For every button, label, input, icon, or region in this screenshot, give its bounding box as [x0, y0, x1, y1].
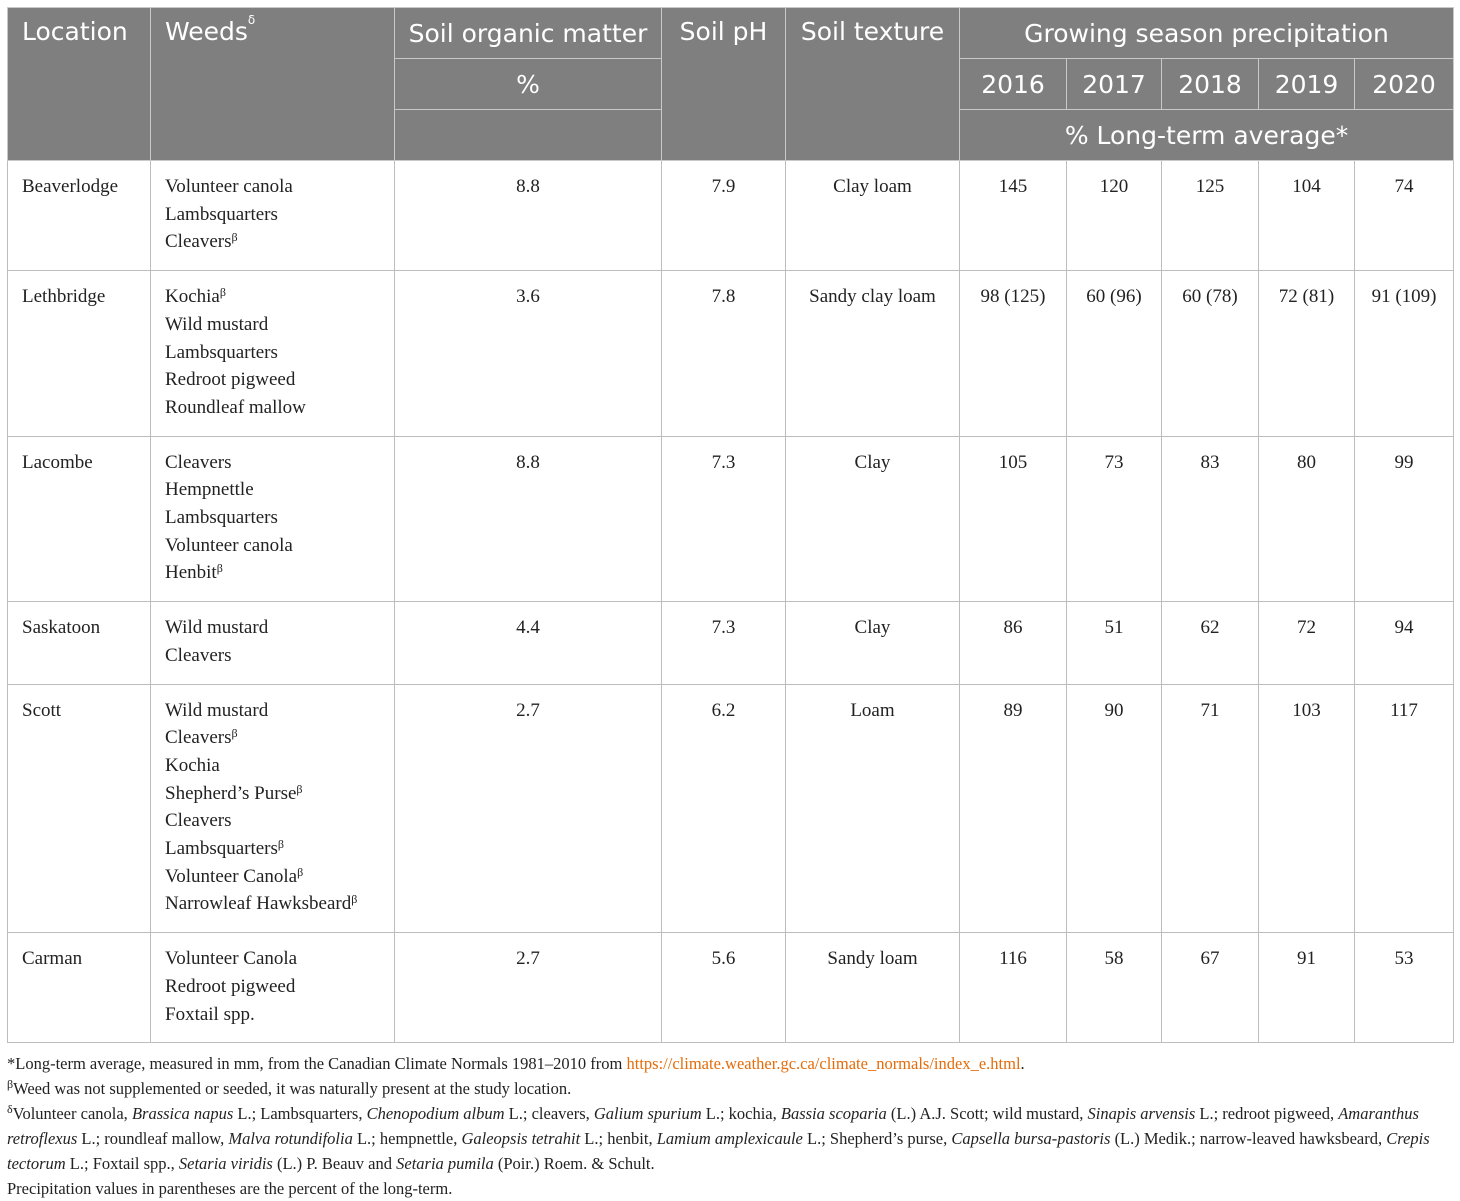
- precipitation-cell: 116: [960, 933, 1067, 1043]
- weed-item: Henbit$^\beta$: [165, 561, 223, 584]
- weed-item: Lambsquarters: [165, 507, 278, 529]
- precipitation-cell: 51: [1067, 602, 1162, 684]
- precipitation-cell: 71: [1162, 684, 1259, 933]
- header-precip-unit: % Long-term average*: [960, 110, 1454, 161]
- precipitation-cell: 90: [1067, 684, 1162, 933]
- table-row: [8, 933, 1454, 1043]
- climate-normals-link[interactable]: https://climate.weather.gc.ca/climate_normals/index_e.html: [626, 1054, 1021, 1074]
- table-row: [8, 684, 1454, 933]
- precipitation-cell: 89: [960, 684, 1067, 933]
- precipitation-cell: 105: [960, 436, 1067, 602]
- table-wrapper: [7, 7, 1453, 1201]
- weed-item: Hempnettle: [165, 479, 254, 501]
- weed-item: Kochia$^\beta$: [165, 285, 226, 308]
- precipitation-cell: 72 (81): [1259, 271, 1355, 437]
- location-cell: Saskatoon: [8, 602, 151, 684]
- header-year-2020: 2020: [1355, 59, 1454, 110]
- header-year-2017: 2017: [1067, 59, 1162, 110]
- weed-item: Volunteer canola: [165, 534, 293, 556]
- weed-item: Redroot pigweed: [165, 369, 296, 391]
- precipitation-cell: 125: [1162, 161, 1259, 271]
- precipitation-cell: 104: [1259, 161, 1355, 271]
- weed-item: Narrowleaf Hawksbeard$^\beta$: [165, 892, 358, 915]
- header-precipitation: Growing season precipitation: [960, 8, 1454, 59]
- weed-item: Redroot pigweed: [165, 975, 296, 997]
- weed-item: Kochia: [165, 754, 220, 776]
- soil-texture-cell: Clay: [786, 436, 960, 602]
- precipitation-cell: 60 (78): [1162, 271, 1259, 437]
- location-cell: Lethbridge: [8, 271, 151, 437]
- weed-item: Cleavers$^\beta$: [165, 726, 238, 749]
- precipitation-cell: 91: [1259, 933, 1355, 1043]
- soil-organic-matter-cell: 4.4: [395, 602, 662, 684]
- header-year-2016: 2016: [960, 59, 1067, 110]
- precipitation-cell: 117: [1355, 684, 1454, 933]
- soil-organic-matter-cell: 8.8: [395, 436, 662, 602]
- soil-organic-matter-cell: 2.7: [395, 933, 662, 1043]
- precipitation-cell: 86: [960, 602, 1067, 684]
- soil-texture-cell: Clay: [786, 602, 960, 684]
- precipitation-cell: 98 (125): [960, 271, 1067, 437]
- soil-organic-matter-cell: 2.7: [395, 684, 662, 933]
- table-row: [8, 436, 1454, 602]
- weeds-cell: [151, 602, 395, 684]
- precipitation-cell: 58: [1067, 933, 1162, 1043]
- precipitation-cell: 60 (96): [1067, 271, 1162, 437]
- weed-item: Shepherd’s Purse$^\beta$: [165, 781, 303, 804]
- weeds-cell: [151, 436, 395, 602]
- location-cell: Carman: [8, 933, 151, 1043]
- soil-texture-cell: Sandy clay loam: [786, 271, 960, 437]
- precipitation-cell: 62: [1162, 602, 1259, 684]
- footnote-beta: $^\beta$Weed was not supplemented or seeded, it was naturally present at the study location.: [7, 1077, 572, 1099]
- soil-ph-cell: 7.3: [662, 436, 786, 602]
- precipitation-cell: 80: [1259, 436, 1355, 602]
- precipitation-cell: 94: [1355, 602, 1454, 684]
- soil-texture-cell: Loam: [786, 684, 960, 933]
- table-footnotes: [7, 1051, 1453, 1201]
- weed-item: Wild mustard: [165, 313, 269, 335]
- weed-item: Volunteer Canola$^\beta$: [165, 864, 304, 887]
- precipitation-cell: 83: [1162, 436, 1259, 602]
- weed-item: Volunteer Canola: [165, 948, 298, 970]
- precipitation-cell: 73: [1067, 436, 1162, 602]
- weed-item: Roundleaf mallow: [165, 396, 306, 418]
- weed-item: Cleavers: [165, 644, 232, 666]
- weed-item: Lambsquarters$^\beta$: [165, 837, 285, 860]
- header-location: Location: [8, 8, 151, 161]
- precipitation-cell: 72: [1259, 602, 1355, 684]
- weed-item: Cleavers: [165, 810, 232, 832]
- precipitation-cell: 53: [1355, 933, 1454, 1043]
- precipitation-cell: 120: [1067, 161, 1162, 271]
- table-row: [8, 271, 1454, 437]
- header-som-unit: %: [395, 59, 662, 110]
- soil-ph-cell: 6.2: [662, 684, 786, 933]
- header-soil-texture: Soil texture: [786, 8, 960, 161]
- precipitation-cell: 67: [1162, 933, 1259, 1043]
- site-characteristics-table: [7, 7, 1454, 1043]
- precipitation-cell: 145: [960, 161, 1067, 271]
- header-year-2019: 2019: [1259, 59, 1355, 110]
- soil-organic-matter-cell: 3.6: [395, 271, 662, 437]
- location-cell: Lacombe: [8, 436, 151, 602]
- soil-ph-cell: 7.9: [662, 161, 786, 271]
- soil-texture-cell: Clay loam: [786, 161, 960, 271]
- precipitation-cell: 74: [1355, 161, 1454, 271]
- precipitation-cell: 91 (109): [1355, 271, 1454, 437]
- weeds-cell: [151, 161, 395, 271]
- location-cell: Scott: [8, 684, 151, 933]
- table-row: [8, 161, 1454, 271]
- precipitation-cell: 99: [1355, 436, 1454, 602]
- footnote-parentheses: Precipitation values in parentheses are the percent of the long-term.: [7, 1179, 453, 1199]
- weed-item: Lambsquarters: [165, 203, 278, 225]
- weed-item: Foxtail spp.: [165, 1003, 255, 1025]
- soil-texture-cell: Sandy loam: [786, 933, 960, 1043]
- footnote-long-term-average: *Long-term average, measured in mm, from the Canadian Climate Normals 1981–2010 from https://climate.weather.gc.ca/climate_normals/index_e.html.: [7, 1054, 1025, 1074]
- weeds-cell: [151, 933, 395, 1043]
- weed-item: Volunteer canola: [165, 176, 293, 197]
- weeds-cell: [151, 271, 395, 437]
- soil-ph-cell: 7.3: [662, 602, 786, 684]
- weed-item: Wild mustard: [165, 617, 269, 639]
- table-body: [8, 161, 1454, 1043]
- weed-item: Cleavers$^\beta$: [165, 230, 238, 253]
- weed-item: Cleavers: [165, 451, 232, 473]
- precipitation-cell: 103: [1259, 684, 1355, 933]
- header-year-2018: 2018: [1162, 59, 1259, 110]
- table-row: [8, 602, 1454, 684]
- header-weeds: Weeds$^\delta$: [151, 8, 395, 161]
- footnote-delta-species: $^\delta$Volunteer canola, Brassica napus L.; Lambsquarters, Chenopodium album L.; cleavers, Galium spurium L.; kochia, Bassia scoparia (L.) A.J. Scott; wild mustard, Sinapis arvensis L.; redroot pigweed, Amaranthus retroflexus L.; roundleaf mallow, Malva rotundifolia L.; hempnettle, Galeopsis tetrahit L.; henbit, Lamium amplexicaule L.; Shepherd’s purse, Capsella bursa-pastoris (L.) Medik.; narrow-leaved hawksbeard, Crepis tectorum L.; Foxtail spp., Setaria viridis (L.) P. Beauv and Setaria pumila (Poir.) Roem. & Schult.: [7, 1102, 1430, 1174]
- weeds-cell: [151, 684, 395, 933]
- soil-organic-matter-cell: 8.8: [395, 161, 662, 271]
- soil-ph-cell: 5.6: [662, 933, 786, 1043]
- soil-ph-cell: 7.8: [662, 271, 786, 437]
- weed-item: Wild mustard: [165, 699, 269, 721]
- location-cell: Beaverlodge: [8, 161, 151, 271]
- header-soil-ph: Soil pH: [662, 8, 786, 161]
- header-som-blank: [395, 110, 662, 161]
- weed-item: Lambsquarters: [165, 341, 278, 363]
- header-soil-organic-matter: Soil organic matter: [395, 8, 662, 59]
